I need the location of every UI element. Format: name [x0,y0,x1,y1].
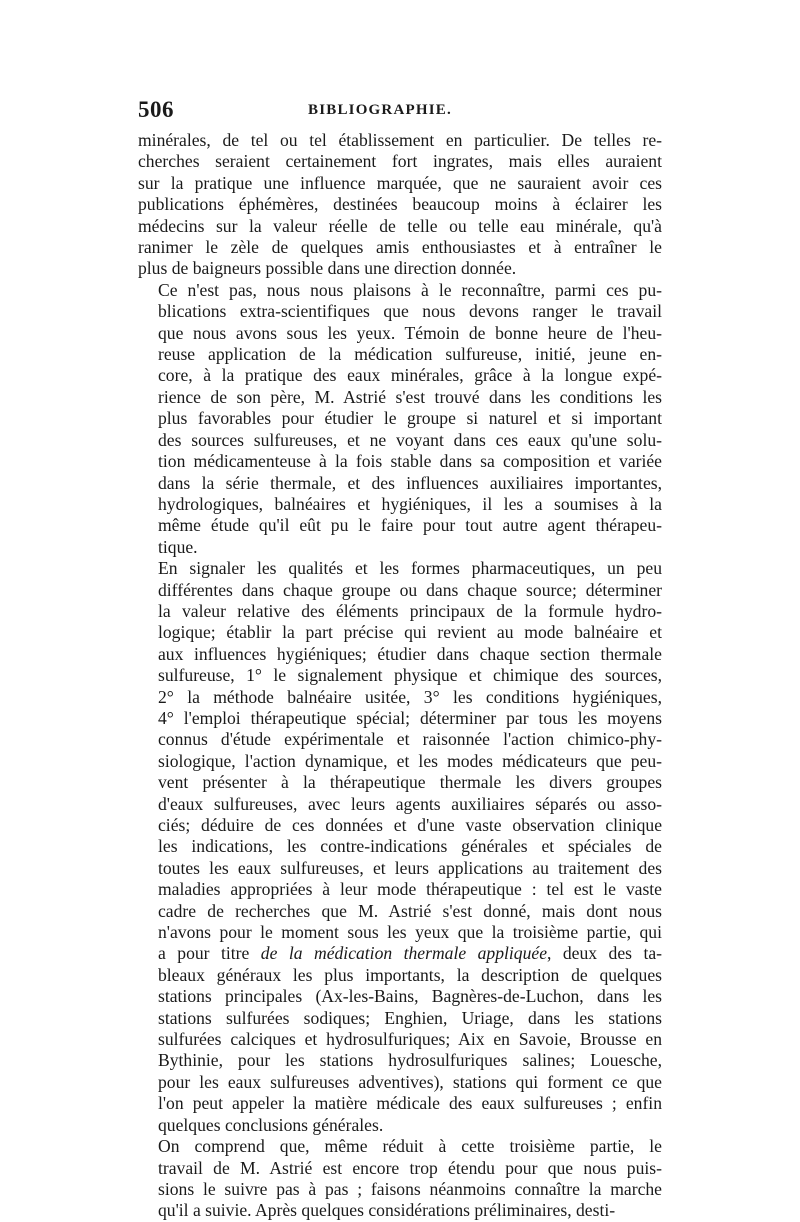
text-line: tique. [158,536,198,557]
text-line: d'eaux sulfureuses, avec leurs agents auxiliaires séparés ou asso- [158,793,662,814]
text-line: logique; établir la part précise qui revient au mode balnéaire et [158,622,662,643]
text-line: sulfurées calciques et hydrosulfuriques; Aix en Savoie, Brousse en [158,1029,662,1050]
text-line: des sources sulfureuses, et ne voyant dans ces eaux qu'une solu- [158,429,662,450]
text-line: stations principales (Ax-les-Bains, Bagnères-de-Luchon, dans les [158,986,662,1007]
text-line: En signaler les qualités et les formes pharmaceutiques, un peu [158,558,662,579]
text-line: bleaux généraux les plus importants, la description de quelques [158,964,662,985]
paragraph [138,280,662,558]
text-line: cadre de recherches que M. Astrié s'est donné, mais dont nous [158,900,662,921]
text-line: Bythinie, pour les stations hydrosulfuriques salines; Louesche, [158,1050,662,1071]
text-line: 4° l'emploi thérapeutique spécial; déterminer par tous les moyens [158,707,662,728]
text-line: Ce n'est pas, nous nous plaisons à le reconnaître, parmi ces pu- [158,279,662,300]
text-line: qu'il a suivie. Après quelques considérations préliminaires, desti- [158,1200,616,1221]
text-line: plus de baigneurs possible dans une direction donnée. [138,258,517,279]
text-line: reuse application de la médication sulfureuse, initié, jeune en- [158,344,662,365]
body-text [138,130,662,1222]
text-line: plus favorables pour étudier le groupe si naturel et si important [158,408,662,429]
text-line: toutes les eaux sulfureuses, et leurs applications au traitement des [158,857,662,878]
text-line: sions le suivre pas à pas ; faisons néanmoins connaître la marche [158,1178,662,1199]
text-line: aux influences hygiéniques; étudier dans chaque section thermale [158,643,662,664]
text-line: médecins sur la valeur réelle de telle ou telle eau minérale, qu'à [138,215,662,236]
text-line: publications éphémères, destinées beaucoup moins à éclairer les [138,194,662,215]
text-line: la valeur relative des éléments principaux de la formule hydro- [158,600,662,621]
text-line: quelques conclusions générales. [158,1114,384,1135]
text-line: tion médicamenteuse à la fois stable dans sa composition et variée [158,451,662,472]
page-header [138,97,662,123]
text-line: core, à la pratique des eaux minérales, grâce à la longue expé- [158,365,662,386]
text-line: dans la série thermale, et des influences auxiliaires importantes, [158,472,662,493]
text-line: différentes dans chaque groupe ou dans chaque source; déterminer [158,579,662,600]
text-line: les indications, les contre-indications générales et spéciales de [158,836,662,857]
text-line: a pour titre de la médication thermale appliquée, deux des ta- [158,943,663,964]
running-title: BIBLIOGRAPHIE. [308,102,452,118]
text-line: siologique, l'action dynamique, et les modes médicateurs que peu- [158,750,662,771]
text-line: 2° la méthode balnéaire usitée, 3° les conditions hygiéniques, [158,686,662,707]
text-line: n'avons pour le moment sous les yeux que la troisième partie, qui [158,922,662,943]
paragraph [138,130,662,280]
text-line: stations sulfurées sodiques; Enghien, Uriage, dans les stations [158,1007,662,1028]
text-line: minérales, de tel ou tel établissement en particulier. De telles re- [138,130,662,150]
text-line: sulfureuse, 1° le signalement physique et chimique des sources, [158,665,662,686]
text-line: rience de son père, M. Astrié s'est trouvé dans les conditions les [158,386,662,407]
text-line: que nous avons sous les yeux. Témoin de bonne heure de l'heu- [158,322,662,343]
paragraph [138,558,662,1136]
text-line: maladies appropriées à leur mode thérapeutique : tel est le vaste [158,879,662,900]
text-line: blications extra-scientifiques que nous devons ranger le travail [158,301,662,322]
text-line: On comprend que, même réduit à cette troisième partie, le [158,1136,662,1157]
page-number: 506 [138,97,174,122]
text-line: ranimer le zèle de quelques amis enthousiastes et à entraîner le [138,237,662,258]
text-line: pour les eaux sulfureuses adventives), stations qui forment ce que [158,1071,662,1092]
text-line: connus d'étude expérimentale et raisonnée l'action chimico-phy- [158,729,662,750]
paragraph [138,1136,662,1222]
text-line: hydrologiques, balnéaires et hygiéniques, il les a soumises à la [158,493,662,514]
text-line: travail de M. Astrié est encore trop étendu pour que nous puis- [158,1157,662,1178]
text-line: cherches seraient certainement fort ingrates, mais elles auraient [138,151,662,172]
text-line: vent présenter à la thérapeutique thermale les divers groupes [158,772,662,793]
text-line: sur la pratique une influence marquée, que ne sauraient avoir ces [138,172,662,193]
text-line: ciés; déduire de ces données et d'une vaste observation clinique [158,815,662,835]
text-line: l'on peut appeler la matière médicale des eaux sulfureuses ; enfin [158,1093,662,1114]
text-line: même étude qu'il eût pu le faire pour tout autre agent thérapeu- [158,515,662,536]
